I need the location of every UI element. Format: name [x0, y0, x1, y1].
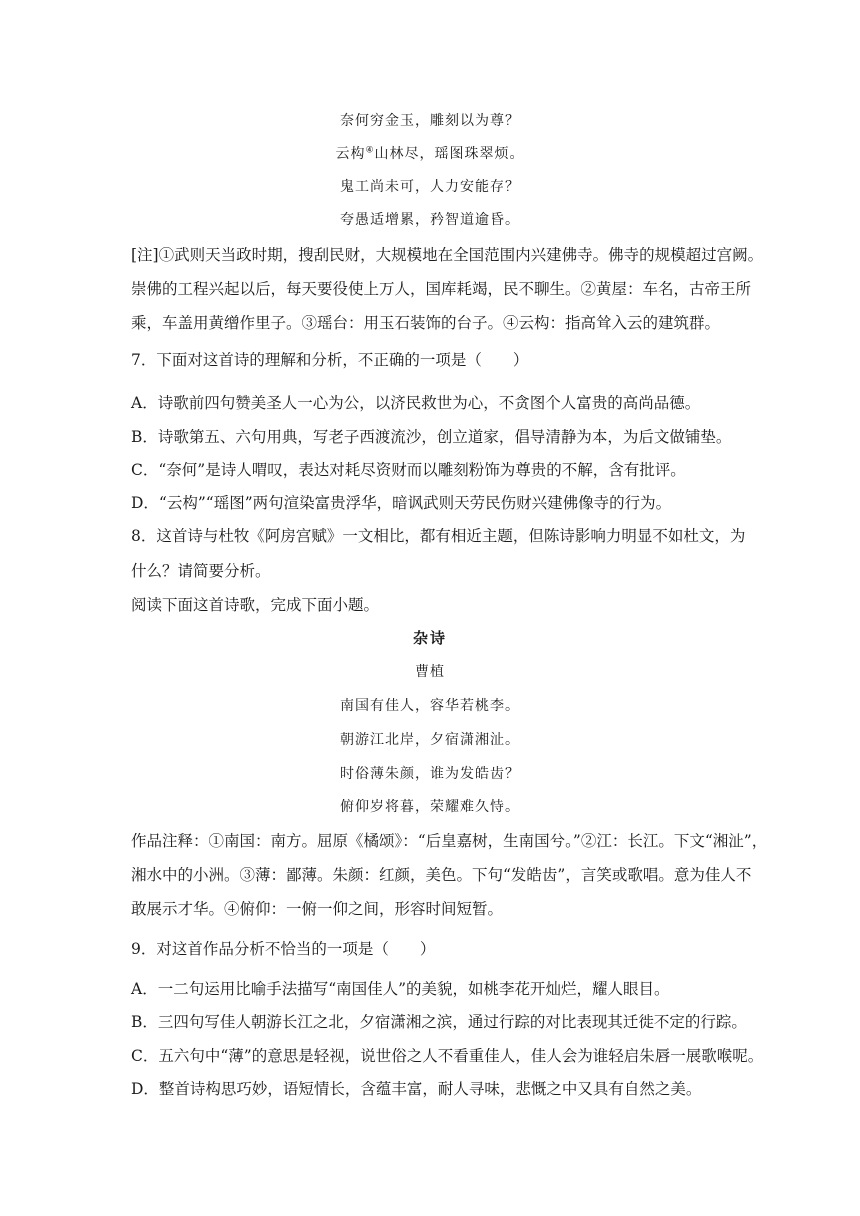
note-line: [注]①武则天当政时期，搜刮民财，大规模地在全国范围内兴建佛寺。佛寺的规模超过宫阙。: [131, 246, 764, 264]
note-line: 乘，车盖用黄缯作里子。③瑶台：用玉石装饰的台子。④云构：指高耸入云的建筑群。: [131, 314, 721, 332]
poem2-line: 时俗薄朱颜，谁为发皓齿？: [340, 766, 520, 782]
poem2-author: 曹植: [415, 664, 445, 680]
question-9-stem: 9．对这首作品分析不恰当的一项是（ ）: [131, 940, 436, 958]
poem2-line: 俯仰岁将暮，荣耀难久恃。: [340, 799, 520, 815]
poem1-line-start: 云构: [335, 146, 366, 162]
question-7-option-d: D．“云构”“瑶图”两句渲染富贵浮华，暗讽武则天劳民伤财兴建佛像寺的行为。: [131, 494, 672, 512]
reading-instruction: 阅读下面这首诗歌，完成下面小题。: [131, 596, 380, 614]
poem2-line: 南国有佳人，容华若桃李。: [340, 698, 520, 714]
question-9-option-d: D．整首诗构思巧妙，语短情长，含蕴丰富，耐人寻味，悲慨之中又具有自然之美。: [131, 1080, 702, 1098]
poem1-line: 鬼工尚未可，人力安能存？: [340, 179, 520, 195]
question-8-line: 什么？请简要分析。: [131, 562, 271, 580]
poem2-line: 朝游江北岸，夕宿潇湘沚。: [340, 732, 520, 748]
question-7-option-b: B．诗歌第五、六句用典，写老子西渡流沙，创立道家，倡导清静为本，为后文做铺垫。: [131, 428, 732, 446]
question-7-stem: 7．下面对这首诗的理解和分析，不正确的一项是（ ）: [131, 351, 529, 369]
footnote-marker: ④: [365, 145, 375, 156]
question-8-line: 8．这首诗与杜牧《阿房宫赋》一文相比，都有相近主题，但陈诗影响力明显不如杜文，为: [131, 527, 746, 545]
question-7-option-a: A．诗歌前四句赞美圣人一心为公，以济民救世为心，不贪图个人富贵的高尚品德。: [131, 394, 701, 412]
question-9-option-b: B．三四句写佳人朝游长江之北，夕宿潇湘之滨，通过行踪的对比表现其迁徙不定的行踪。: [131, 1013, 747, 1031]
note-line: 敢展示才华。④俯仰：一俯一仰之间，形容时间短暂。: [131, 900, 504, 918]
poem1-line: 夸愚适增累，矜智道逾昏。: [340, 212, 520, 228]
note-line: 崇佛的工程兴起以后，每天要役使上万人，国库耗竭，民不聊生。②黄屋：车名，古帝王所: [131, 280, 752, 298]
question-9-option-a: A．一二句运用比喻手法描写“南国佳人”的美貌，如桃李花开灿烂，耀人眼目。: [131, 980, 670, 998]
poem1-line-end: 山林尽，瑶图珠翠烦。: [374, 146, 525, 162]
question-9-option-c: C．五六句中“薄”的意思是轻视，说世俗之人不看重佳人，佳人会为谁轻启朱唇一展歌喉呢。: [131, 1047, 764, 1065]
note-line: 湘水中的小洲。③薄：鄙薄。朱颜：红颜，美色。下句“发皓齿”，言笑或歌唱。意为佳人不: [131, 866, 752, 884]
note-line: 作品注释：①南国：南方。屈原《橘颂》：“后皇嘉树，生南国兮。”②江：长江。下文“湘沚”，: [131, 832, 768, 850]
question-7-option-c: C．“奈何”是诗人喟叹，表达对耗尽资财而以雕刻粉饰为尊贵的不解，含有批评。: [131, 461, 686, 479]
poem2-title: 杂诗: [412, 629, 447, 647]
poem1-line: [130, 144, 730, 164]
poem1-line: 奈何穷金玉，雕刻以为尊？: [340, 113, 520, 129]
